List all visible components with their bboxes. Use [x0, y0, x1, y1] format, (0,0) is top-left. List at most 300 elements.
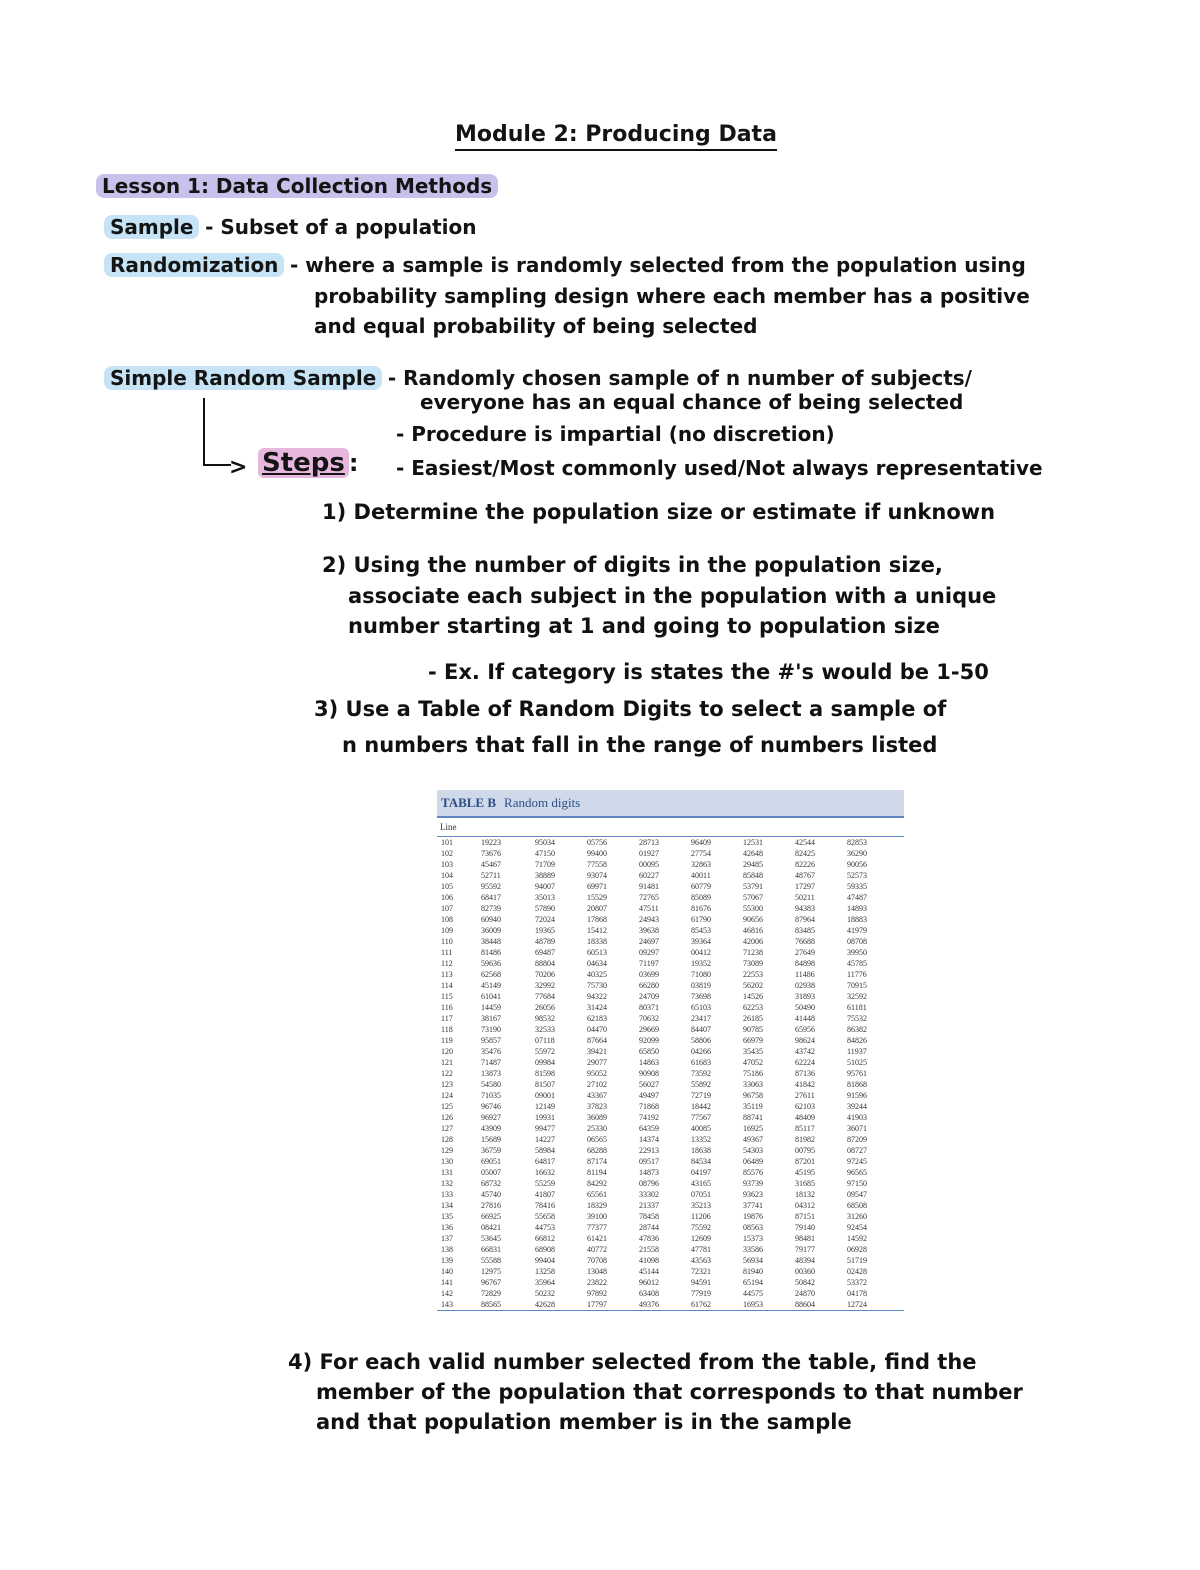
table-cell: 00412 — [691, 948, 711, 957]
table-cell: 14459 — [481, 1003, 501, 1012]
table-cell: 15412 — [587, 926, 607, 935]
step-2-example: - Ex. If category is states the #'s would be 1-50 — [428, 660, 989, 684]
step-2-line-2: associate each subject in the population with a unique — [348, 584, 997, 608]
table-row — [437, 1134, 904, 1145]
table-cell: 53791 — [743, 882, 763, 891]
table-cell: 70708 — [587, 1256, 607, 1265]
table-cell: 64817 — [535, 1157, 555, 1166]
table-row — [437, 1211, 904, 1222]
table-cell: 71709 — [535, 860, 555, 869]
table-cell: 60513 — [587, 948, 607, 957]
srs-line-4: - Easiest/Most commonly used/Not always representative — [396, 456, 1043, 480]
table-cell: 15689 — [481, 1135, 501, 1144]
table-cell: 81982 — [795, 1135, 815, 1144]
table-line-number: 102 — [441, 849, 453, 858]
table-cell: 06565 — [587, 1135, 607, 1144]
table-cell: 35435 — [743, 1047, 763, 1056]
sample-term: Sample — [104, 215, 199, 239]
lesson-heading — [96, 174, 498, 198]
table-cell: 27649 — [795, 948, 815, 957]
table-cell: 56934 — [743, 1256, 763, 1265]
table-cell: 82853 — [847, 838, 867, 847]
table-cell: 54580 — [481, 1080, 501, 1089]
table-cell: 58984 — [535, 1146, 555, 1155]
table-cell: 42628 — [535, 1300, 555, 1309]
table-cell: 93739 — [743, 1179, 763, 1188]
table-cell: 75592 — [691, 1223, 711, 1232]
table-cell: 31424 — [587, 1003, 607, 1012]
table-line-number: 113 — [441, 970, 453, 979]
table-cell: 18329 — [587, 1201, 607, 1210]
table-cell: 11206 — [691, 1212, 711, 1221]
table-cell: 19352 — [691, 959, 711, 968]
table-cell: 66831 — [481, 1245, 501, 1254]
table-cell: 47150 — [535, 849, 555, 858]
table-row — [437, 914, 904, 925]
table-cell: 73698 — [691, 992, 711, 1001]
table-cell: 97150 — [847, 1179, 867, 1188]
table-cell: 68508 — [847, 1201, 867, 1210]
table-line-number: 106 — [441, 893, 453, 902]
steps-colon: : — [348, 449, 359, 477]
table-cell: 29077 — [587, 1058, 607, 1067]
table-row — [437, 881, 904, 892]
table-cell: 35213 — [691, 1201, 711, 1210]
table-cell: 55588 — [481, 1256, 501, 1265]
table-cell: 17868 — [587, 915, 607, 924]
table-cell: 32863 — [691, 860, 711, 869]
table-cell: 71238 — [743, 948, 763, 957]
table-cell: 87136 — [795, 1069, 815, 1078]
table-cell: 45467 — [481, 860, 501, 869]
table-line-number: 105 — [441, 882, 453, 891]
table-row — [437, 969, 904, 980]
table-cell: 20807 — [587, 904, 607, 913]
table-line-number: 103 — [441, 860, 453, 869]
table-line-number: 104 — [441, 871, 453, 880]
table-cell: 29485 — [743, 860, 763, 869]
table-cell: 39244 — [847, 1102, 867, 1111]
table-cell: 24709 — [639, 992, 659, 1001]
table-cell: 47781 — [691, 1245, 711, 1254]
table-cell: 41098 — [639, 1256, 659, 1265]
table-row — [437, 837, 904, 848]
randomization-definition — [104, 253, 1026, 277]
table-cell: 09001 — [535, 1091, 555, 1100]
table-cell: 48394 — [795, 1256, 815, 1265]
table-cell: 65956 — [795, 1025, 815, 1034]
step-3-line-2: n numbers that fall in the range of numbers listed — [342, 733, 938, 757]
table-cell: 85576 — [743, 1168, 763, 1177]
table-cell: 81598 — [535, 1069, 555, 1078]
table-cell: 45740 — [481, 1190, 501, 1199]
table-row — [437, 859, 904, 870]
table-cell: 08796 — [639, 1179, 659, 1188]
step-4-line-2: member of the population that corresponds to that number — [316, 1380, 1023, 1404]
table-cell: 62568 — [481, 970, 501, 979]
table-cell: 11776 — [847, 970, 867, 979]
table-cell: 58806 — [691, 1036, 711, 1045]
table-cell: 60227 — [639, 871, 659, 880]
table-cell: 22913 — [639, 1146, 659, 1155]
table-line-number: 137 — [441, 1234, 453, 1243]
table-cell: 66280 — [639, 981, 659, 990]
table-line-number: 136 — [441, 1223, 453, 1232]
table-cell: 39950 — [847, 948, 867, 957]
table-cell: 13048 — [587, 1267, 607, 1276]
table-cell: 50842 — [795, 1278, 815, 1287]
table-cell: 53645 — [481, 1234, 501, 1243]
table-row — [437, 1277, 904, 1288]
table-cell: 18442 — [691, 1102, 711, 1111]
table-cell: 19931 — [535, 1113, 555, 1122]
table-line-number: 111 — [441, 948, 453, 957]
table-cell: 31893 — [795, 992, 815, 1001]
table-row — [437, 1288, 904, 1299]
table-cell: 61683 — [691, 1058, 711, 1067]
table-cell: 09547 — [847, 1190, 867, 1199]
arrow-right-icon: > — [229, 455, 248, 480]
table-row — [437, 991, 904, 1002]
table-cell: 14873 — [639, 1168, 659, 1177]
table-cell: 77377 — [587, 1223, 607, 1232]
srs-definition — [104, 366, 972, 390]
table-cell: 45195 — [795, 1168, 815, 1177]
table-row — [437, 1200, 904, 1211]
table-cell: 24697 — [639, 937, 659, 946]
table-cell: 28744 — [639, 1223, 659, 1232]
table-cell: 71035 — [481, 1091, 501, 1100]
table-cell: 27611 — [795, 1091, 815, 1100]
table-cell: 48789 — [535, 937, 555, 946]
table-cell: 77919 — [691, 1289, 711, 1298]
table-cell: 25330 — [587, 1124, 607, 1133]
table-cell: 72829 — [481, 1289, 501, 1298]
table-cell: 94591 — [691, 1278, 711, 1287]
table-cell: 97245 — [847, 1157, 867, 1166]
table-cell: 93074 — [587, 871, 607, 880]
table-cell: 93623 — [743, 1190, 763, 1199]
table-cell: 42006 — [743, 937, 763, 946]
srs-term: Simple Random Sample — [104, 366, 382, 390]
table-cell: 69051 — [481, 1157, 501, 1166]
lesson-heading-text: Lesson 1: Data Collection Methods — [96, 174, 498, 198]
table-cell: 65561 — [587, 1190, 607, 1199]
table-cell: 43165 — [691, 1179, 711, 1188]
table-row — [437, 1112, 904, 1123]
table-cell: 13873 — [481, 1069, 501, 1078]
randomization-line-3: and equal probability of being selected — [314, 314, 758, 338]
table-row — [437, 1266, 904, 1277]
table-line-number: 123 — [441, 1080, 453, 1089]
table-cell: 04312 — [795, 1201, 815, 1210]
table-line-number: 139 — [441, 1256, 453, 1265]
table-row — [437, 1156, 904, 1167]
table-cell: 50490 — [795, 1003, 815, 1012]
table-cell: 39421 — [587, 1047, 607, 1056]
table-cell: 11486 — [795, 970, 815, 979]
table-cell: 87174 — [587, 1157, 607, 1166]
table-cell: 74192 — [639, 1113, 659, 1122]
table-cell: 61790 — [691, 915, 711, 924]
table-line-number: 117 — [441, 1014, 453, 1023]
table-cell: 33586 — [743, 1245, 763, 1254]
table-cell: 45144 — [639, 1267, 659, 1276]
table-cell: 39364 — [691, 937, 711, 946]
table-cell: 08421 — [481, 1223, 501, 1232]
table-cell: 07118 — [535, 1036, 555, 1045]
srs-line-3: - Procedure is impartial (no discretion) — [396, 422, 835, 446]
table-cell: 55300 — [743, 904, 763, 913]
table-cell: 52573 — [847, 871, 867, 880]
table-cell: 24870 — [795, 1289, 815, 1298]
table-cell: 68732 — [481, 1179, 501, 1188]
table-cell: 96927 — [481, 1113, 501, 1122]
table-cell: 41842 — [795, 1080, 815, 1089]
table-row — [437, 903, 904, 914]
table-cell: 87209 — [847, 1135, 867, 1144]
table-cell: 42544 — [795, 838, 815, 847]
table-cell: 95761 — [847, 1069, 867, 1078]
table-cell: 81940 — [743, 1267, 763, 1276]
table-cell: 88804 — [535, 959, 555, 968]
table-cell: 96565 — [847, 1168, 867, 1177]
table-line-number: 116 — [441, 1003, 453, 1012]
table-title: Random digits — [504, 795, 581, 810]
table-column-header: Line — [437, 818, 904, 837]
table-cell: 27102 — [587, 1080, 607, 1089]
table-cell: 79177 — [795, 1245, 815, 1254]
table-cell: 31260 — [847, 1212, 867, 1221]
table-body — [437, 837, 904, 1307]
table-cell: 59636 — [481, 959, 501, 968]
table-line-number: 112 — [441, 959, 453, 968]
table-cell: 98624 — [795, 1036, 815, 1045]
table-cell: 60779 — [691, 882, 711, 891]
table-line-number: 130 — [441, 1157, 453, 1166]
table-cell: 81486 — [481, 948, 501, 957]
table-cell: 82739 — [481, 904, 501, 913]
table-cell: 40325 — [587, 970, 607, 979]
table-cell: 04197 — [691, 1168, 711, 1177]
table-cell: 82226 — [795, 860, 815, 869]
table-cell: 11937 — [847, 1047, 867, 1056]
table-cell: 15529 — [587, 893, 607, 902]
table-cell: 43909 — [481, 1124, 501, 1133]
table-cell: 33063 — [743, 1080, 763, 1089]
table-cell: 62253 — [743, 1003, 763, 1012]
table-cell: 51719 — [847, 1256, 867, 1265]
table-cell: 69487 — [535, 948, 555, 957]
table-cell: 43367 — [587, 1091, 607, 1100]
table-cell: 37741 — [743, 1201, 763, 1210]
table-row — [437, 1222, 904, 1233]
table-cell: 68908 — [535, 1245, 555, 1254]
sample-definition — [104, 215, 477, 239]
table-cell: 16925 — [743, 1124, 763, 1133]
table-line-number: 129 — [441, 1146, 453, 1155]
table-cell: 72321 — [691, 1267, 711, 1276]
table-cell: 09297 — [639, 948, 659, 957]
table-line-number: 118 — [441, 1025, 453, 1034]
table-cell: 16632 — [535, 1168, 555, 1177]
table-cell: 36759 — [481, 1146, 501, 1155]
table-line-number: 122 — [441, 1069, 453, 1078]
table-cell: 99404 — [535, 1256, 555, 1265]
table-cell: 00360 — [795, 1267, 815, 1276]
table-line-number: 142 — [441, 1289, 453, 1298]
table-cell: 87964 — [795, 915, 815, 924]
steps-arrow — [203, 398, 231, 466]
table-cell: 18338 — [587, 937, 607, 946]
table-cell: 32592 — [847, 992, 867, 1001]
table-cell: 19365 — [535, 926, 555, 935]
table-cell: 92454 — [847, 1223, 867, 1232]
table-cell: 84826 — [847, 1036, 867, 1045]
randomization-line-1: - where a sample is randomly selected from the population using — [290, 253, 1026, 277]
table-cell: 45785 — [847, 959, 867, 968]
table-row — [437, 848, 904, 859]
table-cell: 61762 — [691, 1300, 711, 1309]
table-cell: 27754 — [691, 849, 711, 858]
table-cell: 79140 — [795, 1223, 815, 1232]
table-cell: 41807 — [535, 1190, 555, 1199]
step-3-line-1: 3) Use a Table of Random Digits to select a sample of — [314, 697, 947, 721]
table-cell: 43563 — [691, 1256, 711, 1265]
table-cell: 78416 — [535, 1201, 555, 1210]
table-cell: 57890 — [535, 904, 555, 913]
table-cell: 62103 — [795, 1102, 815, 1111]
table-row — [437, 958, 904, 969]
table-cell: 38889 — [535, 871, 555, 880]
table-cell: 39638 — [639, 926, 659, 935]
table-line-number: 124 — [441, 1091, 453, 1100]
srs-line-2: everyone has an equal chance of being selected — [420, 390, 964, 414]
table-label: TABLE B — [441, 795, 497, 810]
table-cell: 95052 — [587, 1069, 607, 1078]
table-cell: 75186 — [743, 1069, 763, 1078]
table-cell: 13258 — [535, 1267, 555, 1276]
table-cell: 85089 — [691, 893, 711, 902]
table-cell: 68417 — [481, 893, 501, 902]
table-cell: 75730 — [587, 981, 607, 990]
table-cell: 44575 — [743, 1289, 763, 1298]
table-row — [437, 1233, 904, 1244]
table-cell: 70915 — [847, 981, 867, 990]
table-line-number: 114 — [441, 981, 453, 990]
table-cell: 18883 — [847, 915, 867, 924]
table-cell: 83485 — [795, 926, 815, 935]
table-cell: 26185 — [743, 1014, 763, 1023]
table-cell: 44753 — [535, 1223, 555, 1232]
table-cell: 14893 — [847, 904, 867, 913]
table-cell: 00095 — [639, 860, 659, 869]
table-line-number: 138 — [441, 1245, 453, 1254]
table-row — [437, 1057, 904, 1068]
table-cell: 87201 — [795, 1157, 815, 1166]
table-cell: 71080 — [691, 970, 711, 979]
table-cell: 72024 — [535, 915, 555, 924]
table-cell: 73089 — [743, 959, 763, 968]
table-cell: 81507 — [535, 1080, 555, 1089]
table-row — [437, 1244, 904, 1255]
table-cell: 04266 — [691, 1047, 711, 1056]
table-cell: 82425 — [795, 849, 815, 858]
table-cell: 18132 — [795, 1190, 815, 1199]
table-cell: 57067 — [743, 893, 763, 902]
table-cell: 51025 — [847, 1058, 867, 1067]
table-cell: 95857 — [481, 1036, 501, 1045]
table-row — [437, 1035, 904, 1046]
table-cell: 63408 — [639, 1289, 659, 1298]
table-cell: 55259 — [535, 1179, 555, 1188]
table-cell: 85453 — [691, 926, 711, 935]
table-cell: 02428 — [847, 1267, 867, 1276]
table-cell: 90785 — [743, 1025, 763, 1034]
table-cell: 14227 — [535, 1135, 555, 1144]
table-row — [437, 870, 904, 881]
table-cell: 19223 — [481, 838, 501, 847]
steps-label: Steps — [258, 448, 349, 478]
table-cell: 99400 — [587, 849, 607, 858]
table-cell: 77558 — [587, 860, 607, 869]
table-cell: 88565 — [481, 1300, 501, 1309]
table-row — [437, 892, 904, 903]
table-cell: 49367 — [743, 1135, 763, 1144]
table-cell: 91596 — [847, 1091, 867, 1100]
table-line-number: 110 — [441, 937, 453, 946]
table-cell: 35013 — [535, 893, 555, 902]
table-cell: 53372 — [847, 1278, 867, 1287]
table-cell: 09517 — [639, 1157, 659, 1166]
srs-line-1: - Randomly chosen sample of n number of subjects/ — [387, 366, 972, 390]
randomization-term: Randomization — [104, 253, 284, 277]
table-cell: 77684 — [535, 992, 555, 1001]
page-title: Module 2: Producing Data — [455, 122, 777, 151]
table-cell: 48409 — [795, 1113, 815, 1122]
table-cell: 32992 — [535, 981, 555, 990]
table-row — [437, 925, 904, 936]
table-cell: 26056 — [535, 1003, 555, 1012]
table-cell: 09984 — [535, 1058, 555, 1067]
table-cell: 70632 — [639, 1014, 659, 1023]
table-row — [437, 1046, 904, 1057]
table-cell: 50211 — [795, 893, 815, 902]
table-cell: 87151 — [795, 1212, 815, 1221]
table-row — [437, 1123, 904, 1134]
table-row — [437, 1299, 904, 1310]
table-line-number: 127 — [441, 1124, 453, 1133]
table-row — [437, 1167, 904, 1178]
table-cell: 36089 — [587, 1113, 607, 1122]
table-cell: 37823 — [587, 1102, 607, 1111]
table-cell: 14526 — [743, 992, 763, 1001]
table-cell: 65850 — [639, 1047, 659, 1056]
table-cell: 66812 — [535, 1234, 555, 1243]
table-cell: 43742 — [795, 1047, 815, 1056]
table-line-number: 109 — [441, 926, 453, 935]
table-cell: 62183 — [587, 1014, 607, 1023]
table-cell: 73190 — [481, 1025, 501, 1034]
table-cell: 12149 — [535, 1102, 555, 1111]
table-cell: 14592 — [847, 1234, 867, 1243]
table-cell: 98481 — [795, 1234, 815, 1243]
table-cell: 17797 — [587, 1300, 607, 1309]
step-2-line-3: number starting at 1 and going to population size — [348, 614, 940, 638]
table-cell: 84407 — [691, 1025, 711, 1034]
table-cell: 96758 — [743, 1091, 763, 1100]
table-cell: 95592 — [481, 882, 501, 891]
